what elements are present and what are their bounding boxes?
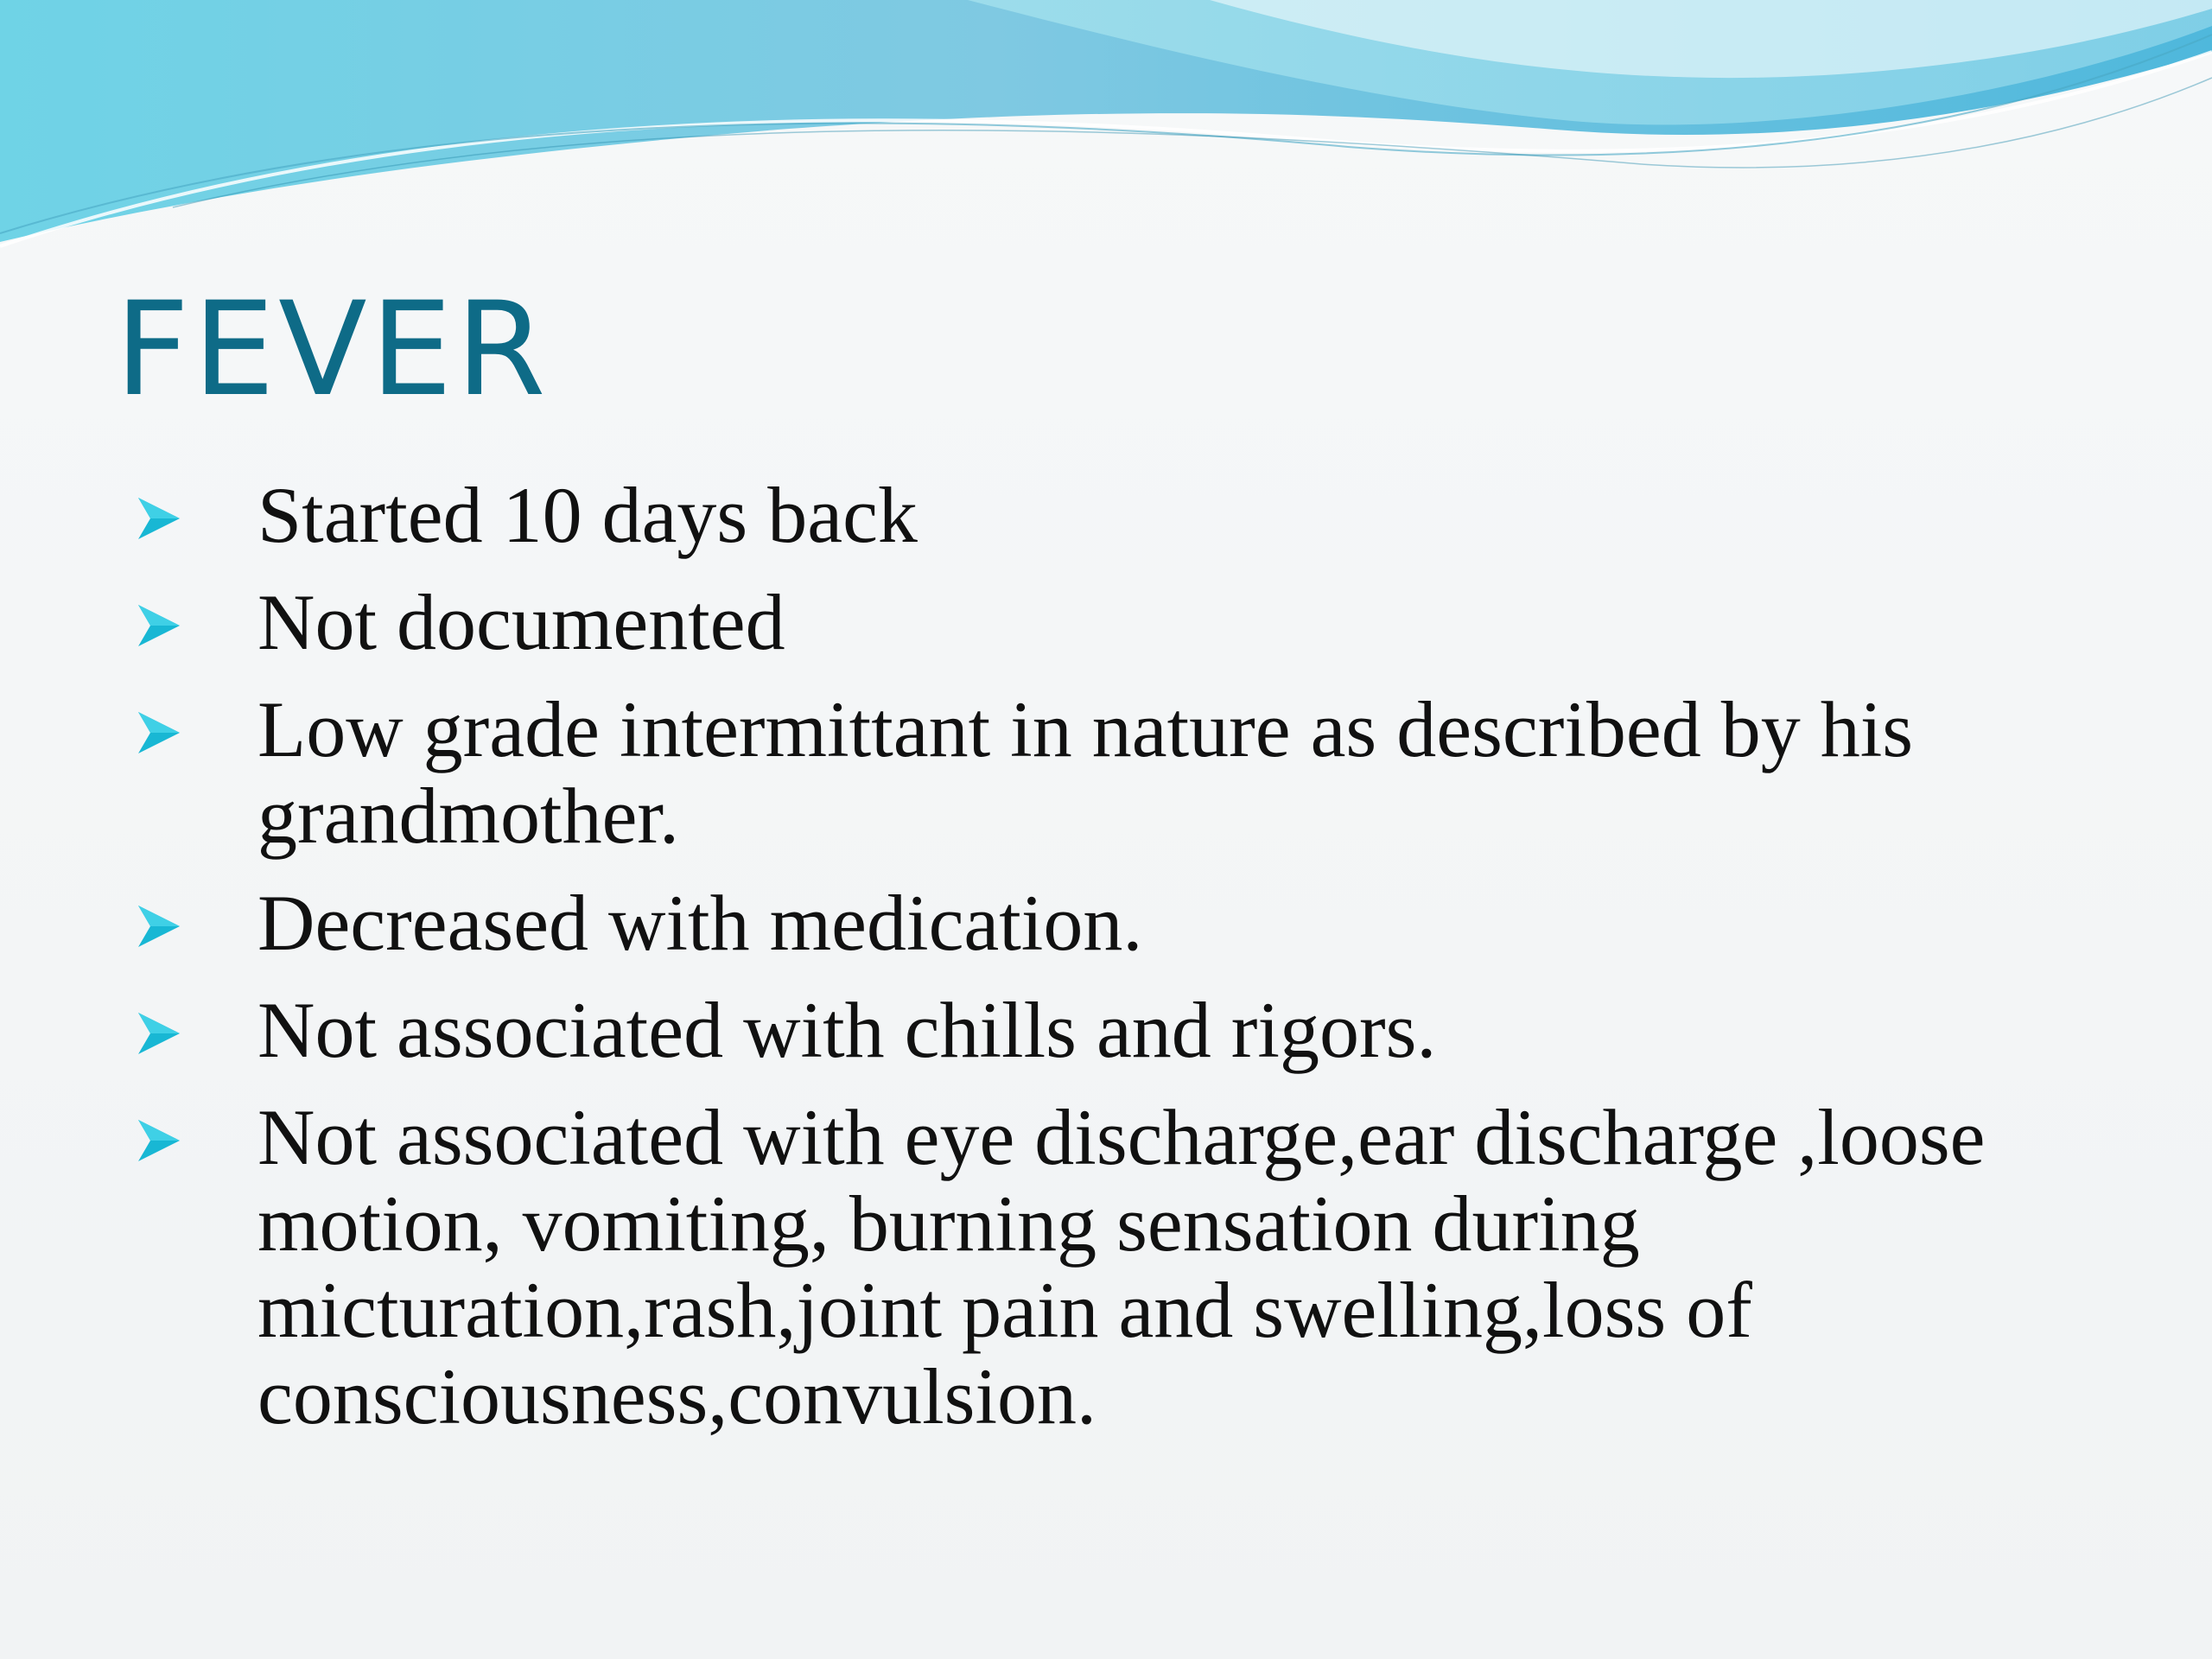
bullet-text: Not associated with eye discharge,ear discharge ,loose motion, vomiting, burning sensation during micturation,rash,joint pain and swelling,loss of consciousness,convulsion. [257,1093,1986,1440]
bullet-list [130,472,2117,1460]
bullet-text: Not documented [257,578,785,666]
arrowhead-bullet-icon [137,710,181,755]
bullet-item [130,1094,2117,1440]
arrowhead-bullet-icon [137,904,181,949]
arrowhead-bullet-icon [137,603,181,648]
bullet-text: Low grade intermittant in nature as described by his grandmother. [257,685,1914,860]
bullet-text: Not associated with chills and rigors. [257,986,1437,1074]
slide-title: FEVER [115,275,550,425]
arrowhead-bullet-icon [137,1118,181,1163]
wave-header-decoration [0,0,2212,259]
bullet-text: Decreased with medication. [257,879,1143,967]
bullet-item [130,880,2117,966]
bullet-item [130,987,2117,1073]
bullet-item [130,579,2117,665]
bullet-item [130,686,2117,859]
bullet-item [130,472,2117,558]
bullet-text: Started 10 days back [257,471,918,559]
arrowhead-bullet-icon [137,496,181,541]
arrowhead-bullet-icon [137,1011,181,1056]
